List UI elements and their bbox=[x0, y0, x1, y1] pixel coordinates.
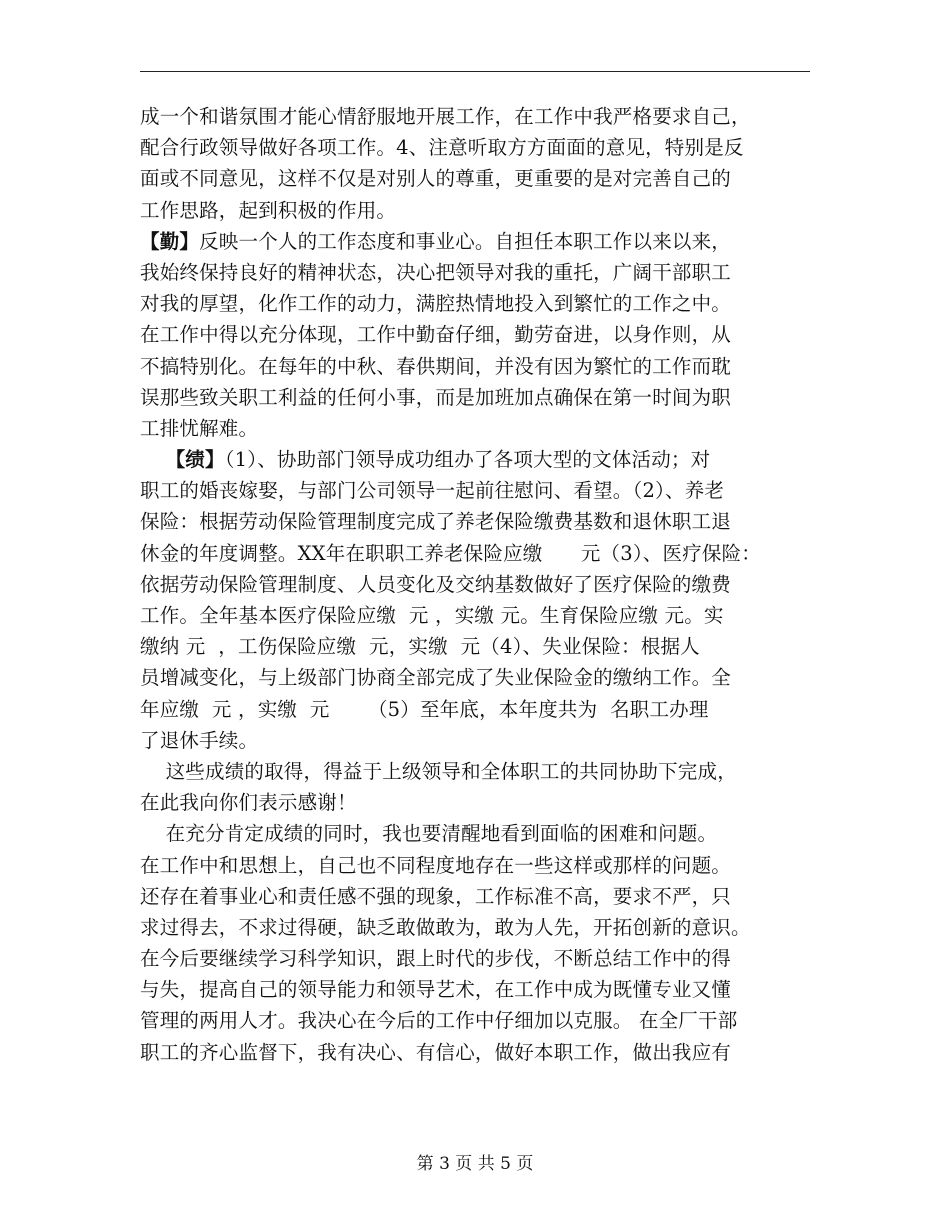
body-line: 对我的厚望，化作工作的动力，满腔热情地投入到繁忙的工作之中。 bbox=[140, 292, 732, 316]
body-line: 误那些致关职工利益的任何小事，而是加班加点确保在第一时间为职 bbox=[140, 385, 732, 409]
body-line: 不搞特别化。在每年的中秋、春供期间，并没有因为繁忙的工作而耽 bbox=[140, 354, 732, 378]
body-line: 工作。全年基本医疗保险应缴 元 ，实缴 元。生育保险应缴 元。实 bbox=[140, 604, 724, 627]
body-line: 求过得去，不求过得硬，缺乏敢做敢为，敢为人先，开拓创新的意识。 bbox=[140, 915, 751, 939]
body-line: 成一个和谐氛围才能心情舒服地开展工作，在工作中我严格要求自己， bbox=[140, 105, 751, 128]
body-line: 在充分肯定成绩的同时，我也要清醒地看到面临的困难和问题。 bbox=[140, 822, 718, 846]
body-line: 在工作中和思想上，自己也不同程度地存在一些这样或那样的问题。 bbox=[140, 853, 732, 877]
body-line: 在今后要继续学习科学知识，跟上时代的步伐，不断总结工作中的得 bbox=[140, 947, 732, 971]
body-line: 员增减变化，与上级部门协商全部完成了失业保险金的缴纳工作。全 bbox=[140, 666, 732, 690]
body-line: 缴纳 元 ，工伤保险应缴 元，实缴 元（4）、失业保险：根据人 bbox=[140, 635, 700, 659]
body-line: 配合行政领导做好各项工作。4、注意听取方方面面的意见，特别是反 bbox=[140, 136, 744, 160]
section-heading-ji: 【绩】 bbox=[165, 448, 225, 472]
body-text: 反映一个人的工作态度和事业心。自担任本职工作以来以来， bbox=[199, 229, 732, 253]
body-line: 还存在着事业心和责任感不强的现象，工作标准不高，要求不严，只 bbox=[140, 884, 732, 908]
page-number-footer: 第 3 页 共 5 页 bbox=[416, 1154, 534, 1174]
body-line: 面或不同意见，这样不仅是对别人的尊重，更重要的是对完善自己的 bbox=[140, 167, 732, 191]
body-line: 我始终保持良好的精神状态，决心把领导对我的重托，广阔干部职工 bbox=[140, 260, 732, 284]
body-line: 依据劳动保险管理制度、人员变化及交纳基数做好了医疗保险的缴费 bbox=[140, 572, 732, 596]
body-line: 在工作中得以充分体现，工作中勤奋仔细，勤劳奋进，以身作则，从 bbox=[140, 323, 732, 347]
body-line: 年应缴 元 ，实缴 元 （5）至年底，本年度共为 名职工办理 bbox=[140, 697, 709, 721]
section-heading-qin: 【勤】 bbox=[140, 229, 200, 253]
body-text: （1）、协助部门领导成功组办了各项大型的文体活动；对 bbox=[224, 448, 711, 472]
body-line: 休金的年度调整。XX年在职职工养老保险应缴 元（3）、医疗保险： bbox=[140, 541, 762, 565]
body-line: 与失，提高自己的领导能力和领导艺术，在工作中成为既懂专业又懂 bbox=[140, 978, 732, 1002]
body-line: 工排忧解难。 bbox=[140, 416, 259, 440]
body-line: 职工的齐心监督下，我有决心、有信心，做好本职工作，做出我应有 bbox=[140, 1040, 732, 1064]
body-line: 这些成绩的取得，得益于上级领导和全体职工的共同协助下完成， bbox=[140, 759, 737, 783]
body-line: 了退休手续。 bbox=[140, 728, 259, 752]
header-rule bbox=[140, 71, 810, 72]
body-line: 职工的婚丧嫁娶，与部门公司领导一起前往慰问、看望。（2）、养老 bbox=[140, 479, 725, 503]
body-line: 管理的两用人才。我决心在今后的工作中仔细加以克服。 在全厂干部 bbox=[140, 1009, 738, 1033]
section-ji-first-line bbox=[140, 444, 820, 475]
document-body bbox=[140, 101, 820, 1068]
body-line: 保险：根据劳动保险管理制度完成了养老保险缴费基数和退休职工退 bbox=[140, 510, 732, 534]
body-line: 在此我向你们表示感谢！ bbox=[140, 791, 357, 815]
body-line: 工作思路，起到积极的作用。 bbox=[140, 198, 397, 222]
section-qin-first-line bbox=[140, 226, 820, 257]
